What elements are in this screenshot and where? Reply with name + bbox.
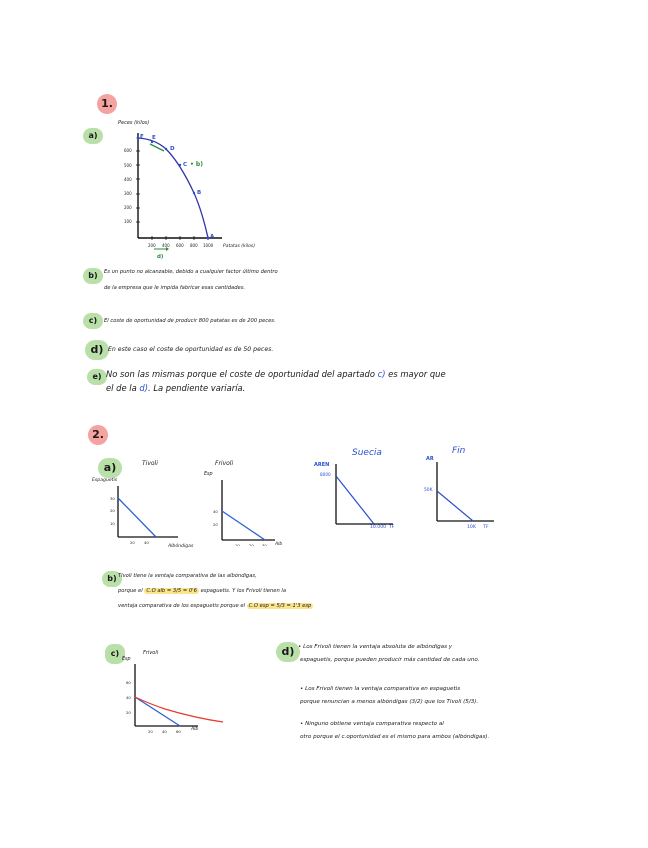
tivoli-ylabel: Espaguetis bbox=[92, 478, 118, 483]
suecia-xlabel: TF bbox=[389, 525, 395, 530]
highlight-co-alb: C.O alb = 3/5 = 0'6 bbox=[146, 588, 197, 594]
svg-text:20: 20 bbox=[130, 540, 135, 545]
svg-text:200: 200 bbox=[148, 243, 156, 248]
part-2d-bullet-2-line-1: • Los Frivoli tienen la ventaja comparativa en espaguetis bbox=[300, 686, 461, 692]
part-2d-bullet-2-line-2: porque renuncian a menos albóndigas (3/2) que los Tivoli (5/3). bbox=[300, 699, 479, 705]
frivoli-ylabel: Esp bbox=[204, 472, 213, 477]
part-2c-title: Frivoli bbox=[143, 650, 159, 656]
svg-text:40: 40 bbox=[126, 695, 131, 700]
part-2c-xlabel: Alb bbox=[191, 727, 199, 732]
part-1e-text-c: el de la bbox=[106, 383, 137, 393]
frivoli-chart bbox=[205, 476, 285, 546]
frivoli-xlabel: Alb bbox=[275, 542, 283, 547]
part-2b-text-a: porque el bbox=[118, 588, 143, 594]
part-1e-line-1 bbox=[106, 368, 446, 380]
suecia-title: Suecia bbox=[352, 448, 382, 458]
part-2b-badge: b) bbox=[102, 571, 122, 587]
svg-text:20: 20 bbox=[110, 508, 115, 513]
svg-text:20: 20 bbox=[213, 522, 218, 527]
svg-text:60: 60 bbox=[126, 680, 131, 685]
svg-text:400: 400 bbox=[124, 177, 132, 182]
svg-text:10: 10 bbox=[235, 543, 240, 546]
part-2b-line-2 bbox=[118, 585, 286, 597]
svg-text:C: C bbox=[183, 162, 188, 168]
svg-text:60: 60 bbox=[176, 729, 181, 734]
tivoli-xlabel: Albóndigas bbox=[168, 544, 194, 549]
fin-xtick bbox=[467, 525, 489, 530]
part-1e-text-d: . La pendiente variaría. bbox=[148, 383, 246, 393]
exercise-1-badge: 1. bbox=[97, 94, 117, 114]
tivoli-chart bbox=[100, 484, 190, 546]
suecia-ylabel: AREN bbox=[314, 462, 330, 468]
svg-text:400: 400 bbox=[162, 243, 170, 248]
part-2b-line-1: Tivoli tiene la ventaja comparativa de las albóndigas, bbox=[118, 573, 257, 579]
part-1e-text-b: es mayor que bbox=[388, 369, 446, 379]
svg-text:800: 800 bbox=[190, 243, 198, 248]
svg-text:F: F bbox=[140, 134, 144, 140]
part-2b-line-3 bbox=[118, 600, 313, 612]
svg-text:• b): • b) bbox=[190, 161, 203, 168]
part-2d-bullet-3-line-1: • Ninguno obtiene ventaja comparativa respecto al bbox=[300, 721, 444, 727]
svg-text:30: 30 bbox=[110, 496, 115, 501]
suecia-chart bbox=[330, 462, 400, 527]
svg-text:100: 100 bbox=[124, 219, 132, 224]
part-1c-badge: c) bbox=[83, 313, 103, 329]
part-2d-bullet-3-line-2: otro porque el c.oportunidad es el mismo para ambos (albóndigas). bbox=[300, 734, 490, 740]
svg-text:A: A bbox=[210, 234, 215, 240]
part-2d-bullet-1-line-2: espaguetis, porque pueden producir más cantidad de cada uno. bbox=[300, 657, 480, 663]
svg-text:40: 40 bbox=[213, 509, 218, 514]
svg-text:200: 200 bbox=[124, 205, 132, 210]
part-1d-text: En este caso el coste de oportunidad es de 50 peces. bbox=[108, 346, 274, 353]
part-1c-text: El coste de oportunidad de producir 800 patatas es de 200 peces. bbox=[104, 318, 276, 324]
part-2b-text-b: espaguetis. Y los Frivoli tienen la bbox=[200, 588, 286, 594]
ref-c: c) bbox=[377, 369, 386, 379]
fin-xtick-value: 10K bbox=[467, 525, 476, 530]
svg-text:20: 20 bbox=[148, 729, 153, 734]
highlight-co-esp: C.O esp = 5/3 = 1'3 esp bbox=[248, 603, 312, 609]
svg-text:E: E bbox=[152, 135, 156, 141]
part-1e-text-a: No son las mismas porque el coste de oportunidad del apartado bbox=[106, 369, 375, 379]
part-1b-line-1: Es un punto no alcanzable, debido a cualquier factor último dentro bbox=[104, 269, 278, 275]
exercise-2-badge: 2. bbox=[88, 425, 108, 445]
svg-text:30: 30 bbox=[262, 543, 267, 546]
suecia-xtick bbox=[370, 525, 394, 530]
part-1d-badge: d) bbox=[85, 340, 109, 360]
svg-text:Patatas (kilos): Patatas (kilos) bbox=[223, 244, 256, 249]
fin-chart bbox=[432, 458, 502, 524]
ref-d: d) bbox=[139, 383, 148, 393]
part-2c-badge: c) bbox=[105, 644, 125, 664]
svg-text:10: 10 bbox=[110, 521, 115, 526]
part-1b-line-2: de la empresa que le impida fabricar esas cantidades. bbox=[104, 285, 246, 291]
part-2d-badge: d) bbox=[276, 642, 300, 662]
part-2c-ylabel: Esp bbox=[122, 657, 131, 662]
part-1a-badge: a) bbox=[83, 128, 103, 144]
fin-title: Fin bbox=[452, 446, 466, 456]
svg-text:20: 20 bbox=[249, 543, 254, 546]
svg-text:300: 300 bbox=[124, 191, 132, 196]
part-1e-line-2 bbox=[106, 382, 245, 394]
suecia-ytick: 8000 bbox=[320, 472, 331, 477]
suecia-xtick-value: 10.000 bbox=[370, 525, 387, 530]
svg-text:600: 600 bbox=[124, 148, 132, 153]
fin-xlabel: TF bbox=[483, 525, 489, 530]
ppf-chart bbox=[110, 125, 310, 265]
part-2a-badge: a) bbox=[98, 458, 122, 478]
svg-text:d): d) bbox=[157, 254, 164, 260]
part-2b-text-c: ventaja comparativa de los espaguetis porque el bbox=[118, 603, 245, 609]
svg-text:40: 40 bbox=[162, 729, 167, 734]
part-1e-badge: e) bbox=[87, 369, 107, 385]
part-2c-chart bbox=[120, 662, 230, 737]
svg-text:500: 500 bbox=[124, 163, 132, 168]
frivoli-title: Frivoli bbox=[215, 460, 234, 467]
part-1b-badge: b) bbox=[83, 268, 103, 284]
part-2d-bullet-1-line-1: • Los Frivoli tienen la ventaja absoluta de albóndigas y bbox=[298, 644, 453, 650]
svg-text:D: D bbox=[170, 146, 175, 152]
svg-text:600: 600 bbox=[176, 243, 184, 248]
tivoli-title: Tivoli bbox=[142, 460, 158, 467]
svg-text:40: 40 bbox=[144, 540, 149, 545]
fin-ylabel: AR bbox=[426, 456, 434, 462]
svg-text:20: 20 bbox=[126, 710, 131, 715]
fin-ytick: 50K bbox=[424, 488, 433, 493]
svg-text:B: B bbox=[197, 190, 202, 196]
svg-text:1000: 1000 bbox=[203, 243, 214, 248]
chart1-ylabel: Peces (kilos) bbox=[118, 120, 150, 126]
